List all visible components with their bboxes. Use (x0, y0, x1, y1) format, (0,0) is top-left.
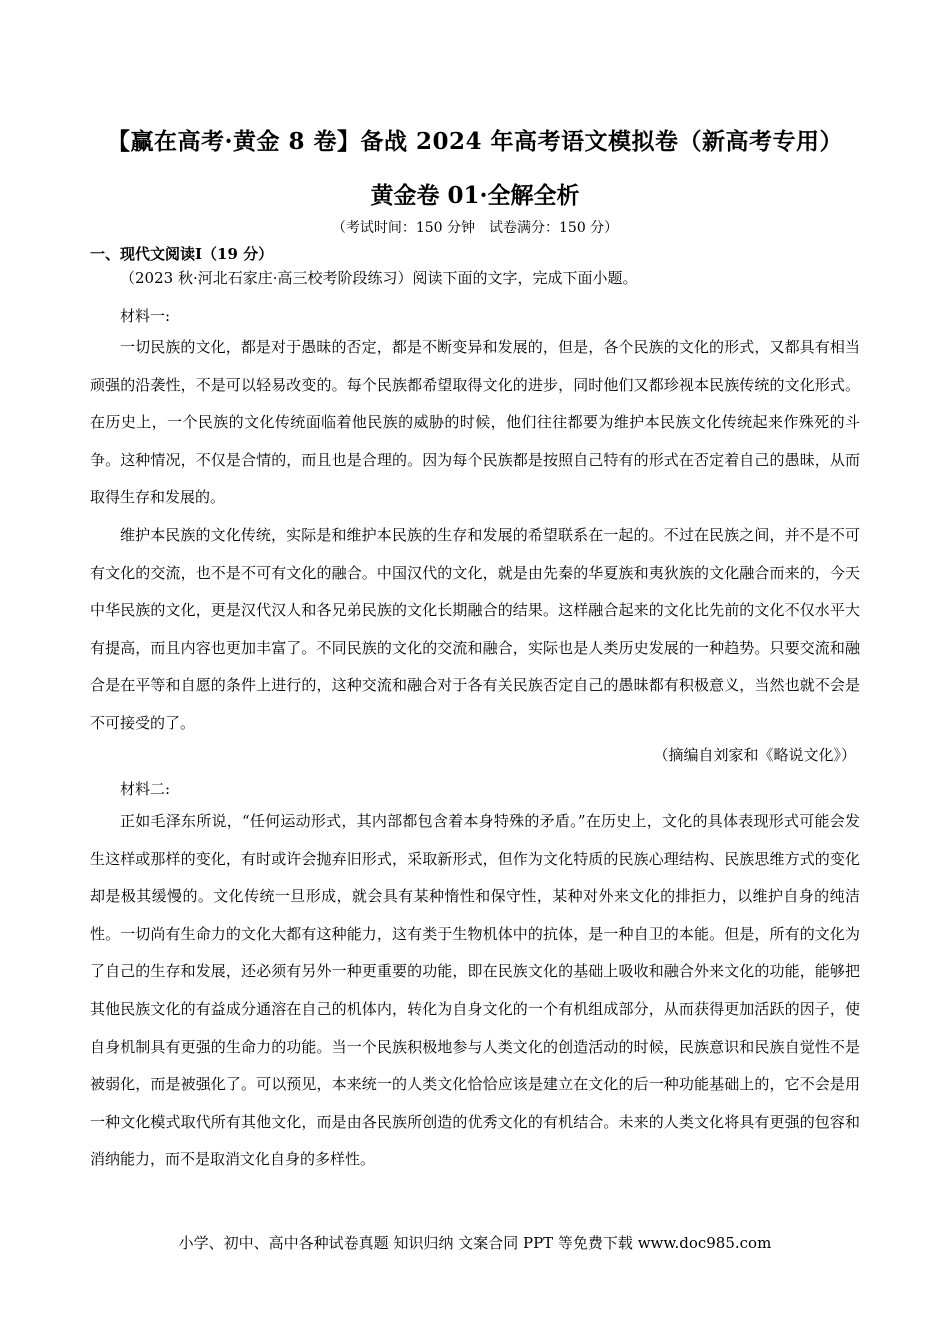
document-title: 【赢在高考·黄金 8 卷】备战 2024 年高考语文模拟卷（新高考专用） (106, 128, 844, 155)
page-footer: 小学、初中、高中各种试卷真题 知识归纳 文案合同 PPT 等免费下载 www.doc985.com (178, 1234, 772, 1252)
material1-label: 材料一: (120, 307, 171, 325)
material1-paragraph-1: 一切民族的文化，都是对于愚昧的否定，都是不断变异和发展的，但是，各个民族的文化的形式，又都具有相当顽强的沿袭性，不是可以轻易改变的。每个民族都希望取得文化的进步，同时他们又都珍视本民族传统的文化形式。在历史上，一个民族的文化传统面临着他民族的威胁的时候，他们往往都要为维护本民族文化传统起来作殊死的斗争。这种情况，不仅是合情的，而且也是合理的。因为每个民族都是按照自己特有的形式在否定着自己的愚昧，从而取得生存和发展的。 (90, 338, 860, 507)
document-subtitle: 黄金卷 01·全解全析 (370, 182, 580, 209)
material2-paragraph-1: 正如毛泽东所说，“任何运动形式，其内部都包含着本身特殊的矛盾。”在历史上，文化的具体表现形式可能会发生这样或那样的变化，有时或许会抛弃旧形式，采取新形式，但作为文化特质的民族心理结构、民族思维方式的变化却是极其缓慢的。文化传统一旦形成，就会具有某种惰性和保守性，某种对外来文化的排拒力，以维护自身的纯洁性。一切尚有生命力的文化大都有这种能力，这有类于生物机体中的抗体，是一种自卫的本能。但是，所有的文化为了自己的生存和发展，还必须有另外一种更重要的功能，即在民族文化的基础上吸收和融合外来文化的功能，能够把其他民族文化的有益成分通溶在自己的机体内，转化为自身文化的一个有机组成部分，从而获得更加活跃的因子，使自身机制具有更强的生命力的功能。当一个民族积极地参与人类文化的创造活动的时候，民族意识和民族自觉性不是被弱化，而是被强化了。可以预见，本来统一的人类文化恰恰应该是建立在文化的后一种功能基础上的，它不会是用一种文化模式取代所有其他文化，而是由各民族所创造的优秀文化的有机结合。未来的人类文化将具有更强的包容和消纳能力，而不是取消文化自身的多样性。 (90, 812, 860, 1169)
material2-label: 材料二: (120, 780, 171, 798)
exam-info: （考试时间：150 分钟 试卷满分：150 分） (331, 220, 619, 236)
section-heading: 一、现代文阅读Ⅰ（19 分） (90, 245, 274, 263)
question-source: （2023 秋·河北石家庄·高三校考阶段练习）阅读下面的文字，完成下面小题。 (120, 269, 638, 287)
material1-paragraph-2: 维护本民族的文化传统，实际是和维护本民族的生存和发展的希望联系在一起的。不过在民族之间，并不是不可有文化的交流，也不是不可有文化的融合。中国汉代的文化，就是由先秦的华夏族和夷狄族的文化融合而来的，今天中华民族的文化，更是汉代汉人和各兄弟民族的文化长期融合的结果。这样融合起来的文化比先前的文化不仅水平大有提高，而且内容也更加丰富了。不同民族的文化的交流和融合，实际也是人类历史发展的一种趋势。只要交流和融合是在平等和自愿的条件上进行的，这种交流和融合对于各有关民族否定自己的愚昧都有积极意义，当然也就不会是不可接受的了。 (90, 526, 860, 732)
material1-credit: （摘编自刘家和《略说文化》） (653, 746, 856, 764)
